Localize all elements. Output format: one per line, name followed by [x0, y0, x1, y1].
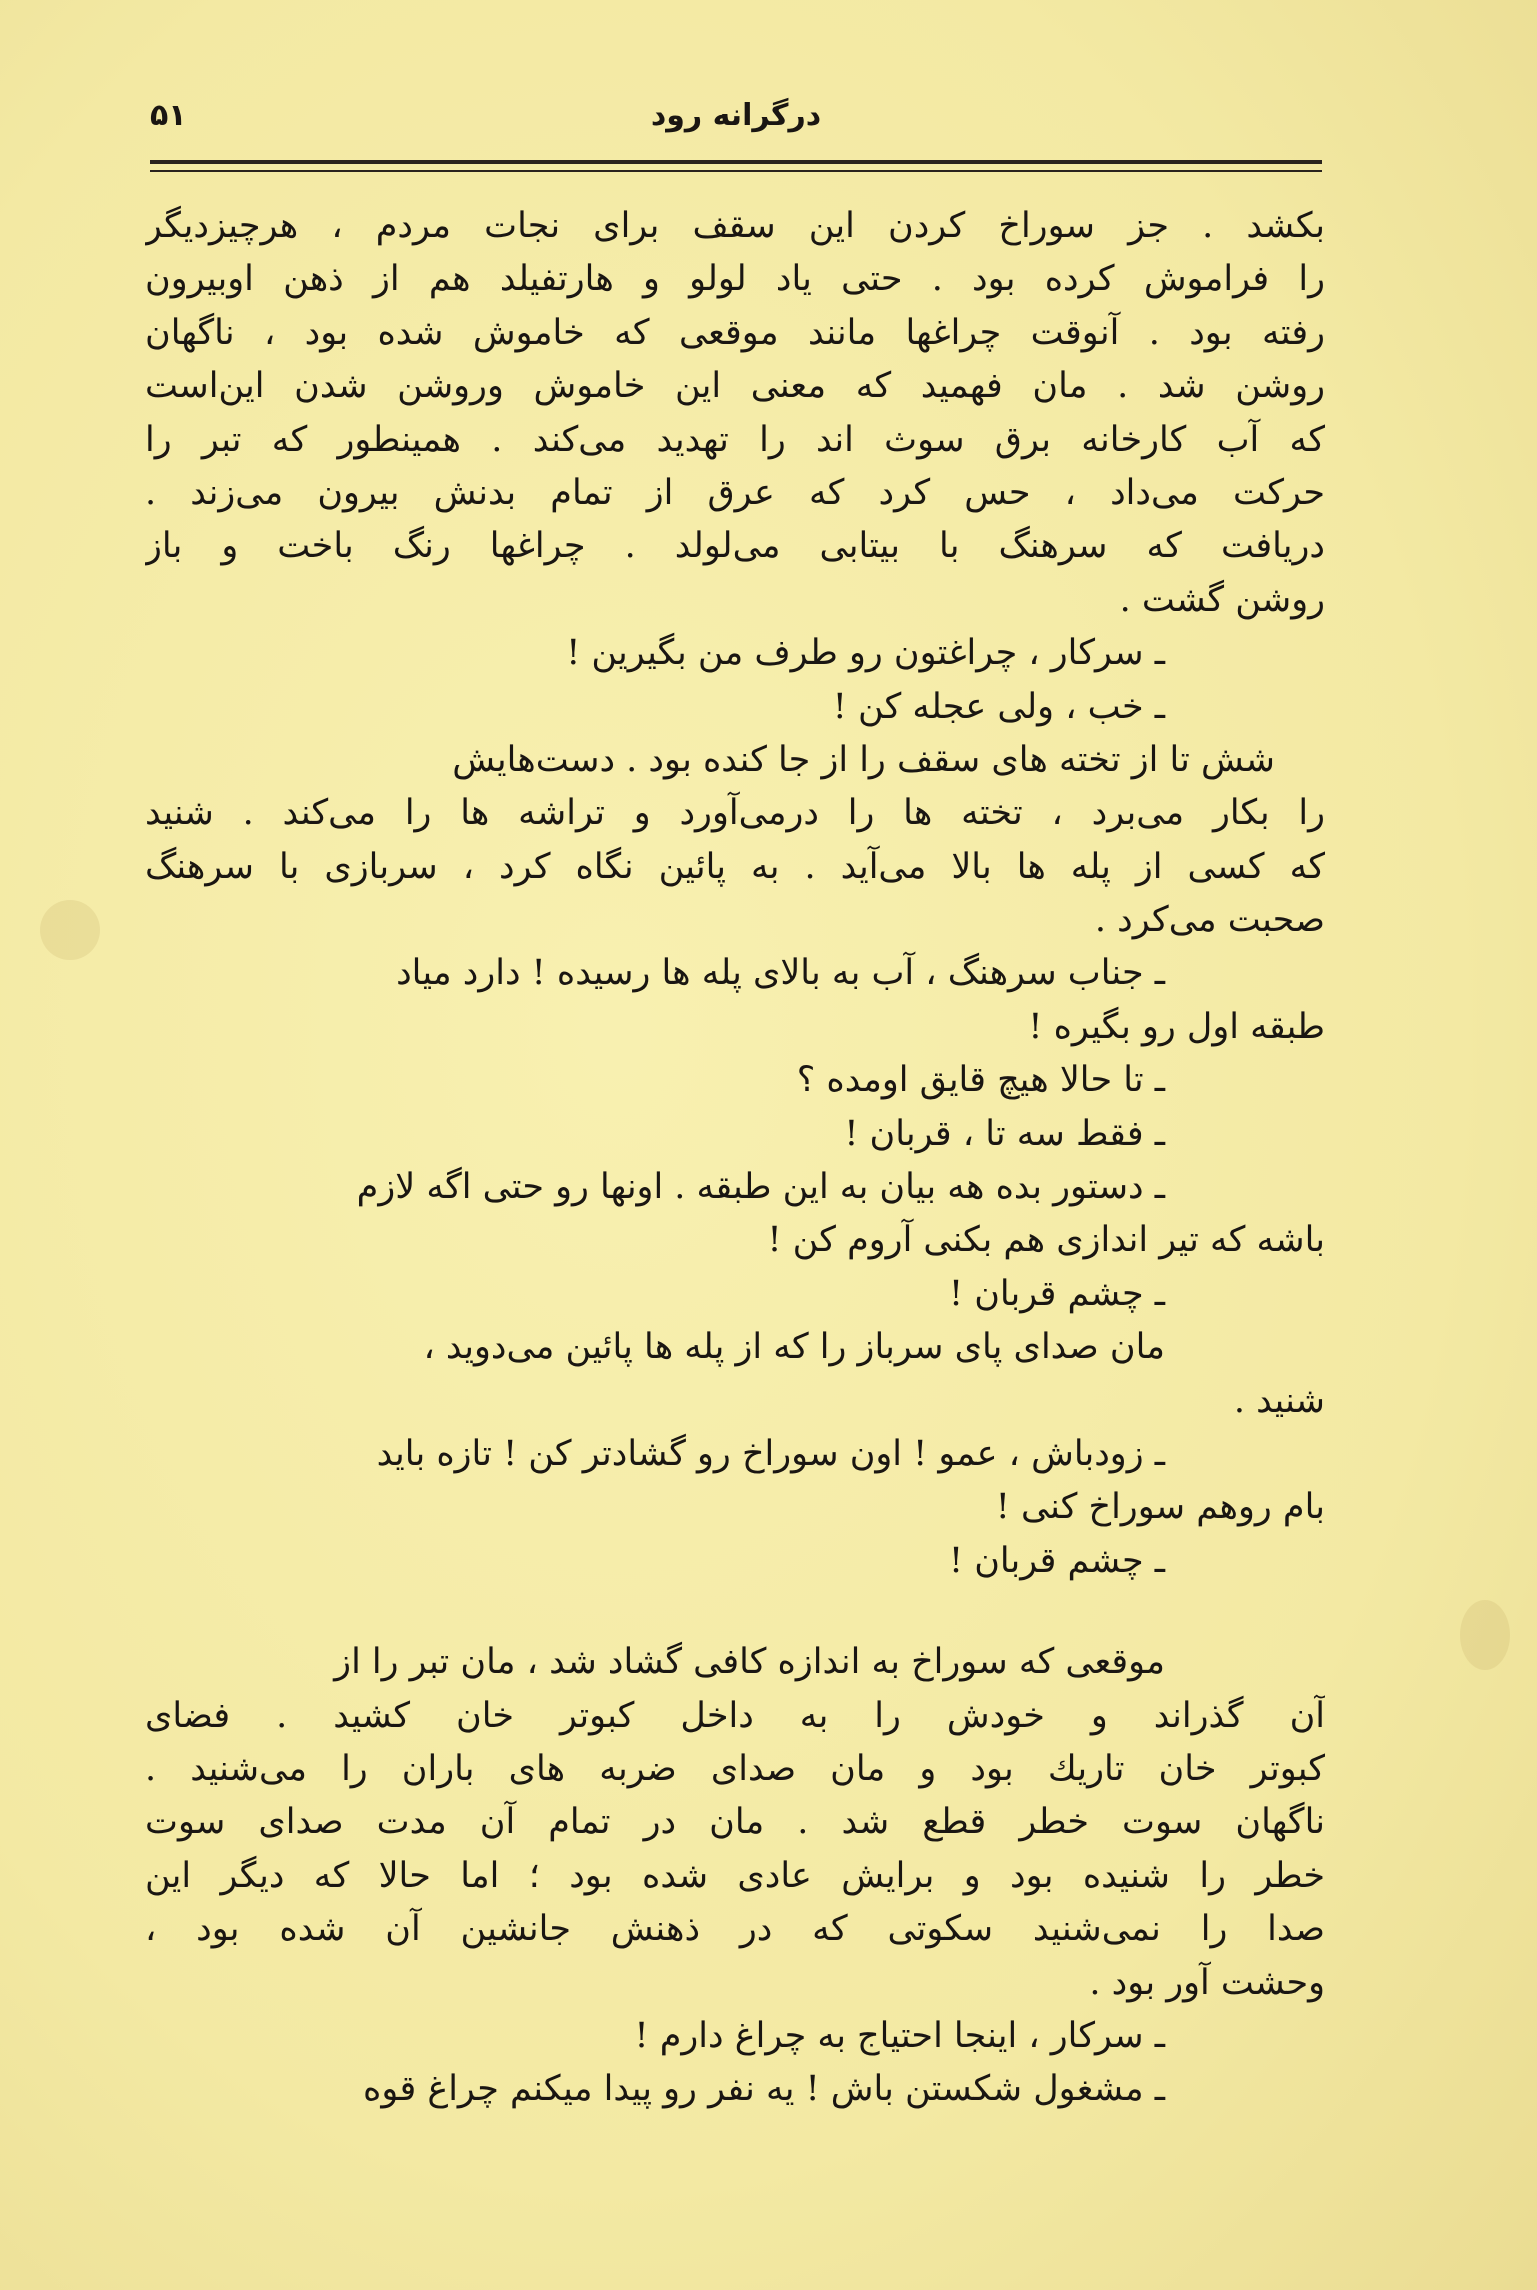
text-line: را بکار می‌برد ، تخته ها را درمی‌آورد و تراشه ها را می‌کند . شنید	[145, 793, 1325, 834]
text-line: موقعی که سوراخ به اندازه کافی گشاد شد ، مان تبر را از	[334, 1642, 1165, 1683]
text-line: روشن گشت .	[1119, 579, 1325, 620]
text-line: شنید .	[1233, 1380, 1325, 1421]
dialogue-line: ـ چشم قربان !	[949, 1273, 1165, 1314]
dialogue-line: ـ سرکار ، چراغتون رو طرف من بگیرین !	[566, 633, 1165, 674]
dialogue-line: ـ چشم قربان !	[949, 1540, 1165, 1581]
text-line: دریافت که سرهنگ با بیتابی می‌لولد . چراغها رنگ باخت و باز	[145, 526, 1325, 567]
dialogue-line: ـ زودباش ، عمو ! اون سوراخ رو گشادتر کن ! تازه باید	[376, 1433, 1165, 1474]
running-title: درگرانه رود	[650, 98, 822, 133]
paper-stain	[1460, 1600, 1510, 1670]
header-rule-thin	[150, 170, 1322, 172]
body-text	[145, 200, 1325, 2117]
paper-stain	[40, 900, 100, 960]
text-line: مان صدای پای سرباز را که از پله ها پائین می‌دوید ،	[423, 1327, 1165, 1368]
header-rule-thick	[150, 160, 1322, 164]
text-line: کبوتر خان تاریك بود و مان صدای ضربه های باران را می‌شنید .	[145, 1748, 1325, 1789]
section-gap	[145, 1588, 1325, 1636]
text-line: خطر را شنیده بود و برایش عادی شده بود ؛ اما حالا که دیگر این	[145, 1855, 1325, 1896]
text-line: رفته بود . آنوقت چراغها مانند موقعی که خاموش شده بود ، ناگهان	[145, 312, 1325, 353]
text-line: که کسی از پله ها بالا می‌آید . به پائین نگاه کرد ، سربازی با سرهنگ	[145, 846, 1325, 887]
text-line: حرکت می‌داد ، حس کرد که عرق از تمام بدنش بیرون می‌زند .	[145, 472, 1325, 513]
text-line: بکشد . جز سوراخ کردن این سقف برای نجات مردم ، هرچیزدیگر	[145, 206, 1325, 246]
page-number: ۵۱	[150, 98, 187, 133]
text-line: وحشت آور بود .	[1089, 1962, 1325, 2003]
text-line: شش تا از تخته های سقف را از جا کنده بود . دست‌هایش	[452, 739, 1275, 780]
dialogue-line: ـ مشغول شکستن باش ! یه نفر رو پیدا میکنم چراغ قوه	[363, 2069, 1165, 2110]
dialogue-line: ـ دستور بده هه بیان به این طبقه . اونها رو حتی اگه لازم	[356, 1167, 1165, 1208]
text-line: بام روهم سوراخ کنی !	[995, 1487, 1325, 1528]
text-line: آن گذراند و خودش را به داخل کبوتر خان کشید . فضای	[145, 1695, 1325, 1736]
page-header	[150, 98, 1322, 142]
text-line: که آب کارخانه برق سوث اند را تهدید می‌کند . همینطور که تبر را	[145, 419, 1325, 460]
text-line: صحبت می‌کرد .	[1094, 900, 1325, 941]
dialogue-line: ـ تا حالا هیچ قایق اومده ؟	[796, 1060, 1165, 1101]
dialogue-line: ـ خب ، ولی عجله کن !	[832, 686, 1165, 727]
text-line: را فراموش کرده بود . حتی یاد لولو و هارتفیلد هم از ذهن اوبیرون	[145, 259, 1325, 300]
dialogue-line: ـ سرکار ، اینجا احتیاج به چراغ دارم !	[634, 2015, 1165, 2056]
text-line: ناگهان سوت خطر قطع شد . مان در تمام آن مدت صدای سوت	[145, 1802, 1325, 1843]
dialogue-line: ـ فقط سه تا ، قربان !	[844, 1113, 1165, 1154]
text-line: صدا را نمی‌شنید سکوتی که در ذهنش جانشین آن شده بود ،	[145, 1909, 1325, 1950]
dialogue-line: ـ جناب سرهنگ ، آب به بالای پله ها رسیده ! دارد میاد	[396, 953, 1165, 994]
text-line: طبقه اول رو بگیره !	[1028, 1006, 1325, 1047]
text-line: روشن شد . مان فهمید که معنی این خاموش وروشن شدن این‌است	[145, 366, 1325, 407]
text-line: باشه که تیر اندازی هم بکنی آروم کن !	[767, 1220, 1325, 1261]
